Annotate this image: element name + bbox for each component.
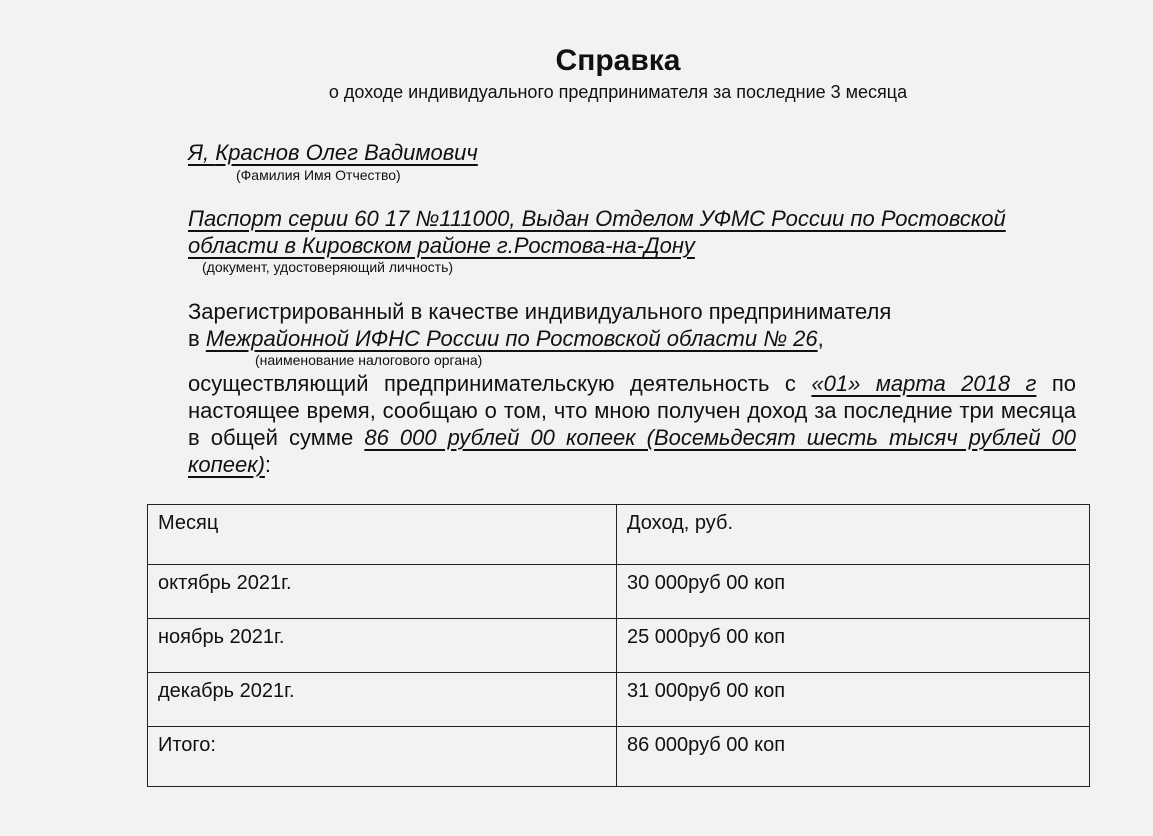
tax-office-comma: , <box>817 326 824 351</box>
tax-office-name: Межрайонной ИФНС России по Ростовской области № 26 <box>205 326 818 351</box>
table-header-row <box>148 505 1090 565</box>
name-prefix: Я, <box>188 140 216 165</box>
total-amount-text: 86 000 рублей 00 копеек (Восемьдесят шесть тысяч рублей 00 копеек) <box>188 425 1076 477</box>
table-row <box>148 673 1090 727</box>
table-row <box>148 565 1090 619</box>
income-cell: 31 000руб 00 коп <box>617 673 1090 727</box>
month-cell: октябрь 2021г. <box>148 565 617 619</box>
header-income: Доход, руб. <box>617 505 1090 565</box>
income-cell: 25 000руб 00 коп <box>617 619 1090 673</box>
activity-mid: по настоящее время, сообщаю о том, что мною получен доход за последние три месяца в общей сумме <box>188 371 1077 450</box>
full-name: Краснов Олег Вадимович <box>215 140 478 165</box>
month-cell: ноябрь 2021г. <box>148 619 617 673</box>
tax-office-line <box>188 325 824 352</box>
activity-start: осуществляющий предпринимательскую деятельность с <box>188 371 812 396</box>
tax-office-hint: (наименование налогового органа) <box>255 352 483 368</box>
passport-hint: (документ, удостоверяющий личность) <box>202 259 454 275</box>
document-title: Справка <box>555 44 681 77</box>
income-table <box>147 504 1090 787</box>
table-total-row <box>148 727 1090 787</box>
activity-paragraph <box>188 370 1076 478</box>
registered-text: Зарегистрированный в качестве индивидуального предпринимателя <box>188 299 892 324</box>
income-cell: 30 000руб 00 коп <box>617 565 1090 619</box>
start-date: «01» марта 2018 г <box>811 371 1037 396</box>
passport-line-1: Паспорт серии 60 17 №111000, Выдан Отделом УФМС России по Ростовской <box>188 206 1006 231</box>
month-cell: декабрь 2021г. <box>148 673 617 727</box>
table-row <box>148 619 1090 673</box>
total-value: 86 000руб 00 коп <box>617 727 1090 787</box>
name-hint: (Фамилия Имя Отчество) <box>236 167 401 183</box>
paragraph-colon: : <box>264 452 272 477</box>
total-label: Итого: <box>148 727 617 787</box>
in-prefix: в <box>188 326 206 351</box>
document-subtitle: о доходе индивидуального предпринимателя за последние 3 месяца <box>328 82 908 102</box>
header-month: Месяц <box>148 505 617 565</box>
passport-line-2: области в Кировском районе г.Ростова-на-Дону <box>188 233 695 258</box>
name-line <box>188 139 478 166</box>
